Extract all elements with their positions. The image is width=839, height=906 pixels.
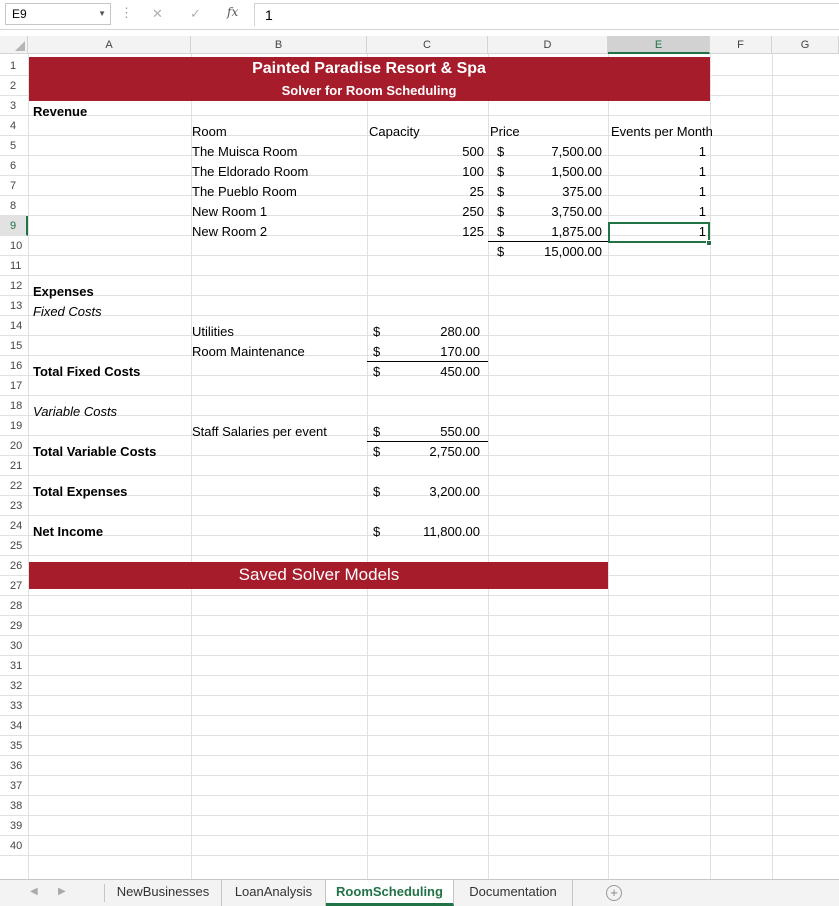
- row-header[interactable]: 21: [0, 456, 28, 476]
- gridline: [28, 475, 839, 476]
- dollar-sign: $: [497, 204, 505, 219]
- dollar-sign: $: [373, 344, 381, 359]
- gridline: [28, 715, 839, 716]
- row-header[interactable]: 11: [0, 256, 28, 276]
- row-header[interactable]: 15: [0, 336, 28, 356]
- row-header[interactable]: 37: [0, 776, 28, 796]
- col-header-f[interactable]: F: [710, 36, 772, 54]
- room-capacity: 100: [462, 164, 484, 179]
- room-capacity: 25: [469, 184, 484, 199]
- row-header[interactable]: 36: [0, 756, 28, 776]
- row-header[interactable]: 26: [0, 556, 28, 576]
- room-events: 1: [698, 184, 706, 199]
- maintenance-label: Room Maintenance: [192, 344, 305, 359]
- row-header[interactable]: 31: [0, 656, 28, 676]
- row-header[interactable]: 30: [0, 636, 28, 656]
- total-fixed-value: 450.00: [440, 364, 480, 379]
- gridline: [28, 675, 839, 676]
- col-header-d[interactable]: D: [488, 36, 608, 54]
- total-expenses-label: Total Expenses: [33, 484, 128, 499]
- total-expenses-value: 3,200.00: [429, 484, 480, 499]
- col-header-e[interactable]: E: [608, 36, 710, 54]
- row-header[interactable]: 17: [0, 376, 28, 396]
- name-box-value: E9: [12, 7, 27, 21]
- room-price: 7,500.00: [551, 144, 602, 159]
- revenue-total: 15,000.00: [544, 244, 602, 259]
- row-header[interactable]: 18: [0, 396, 28, 416]
- sheet-tab-bar: [0, 879, 839, 906]
- tab-loananalysis[interactable]: LoanAnalysis: [222, 880, 326, 906]
- row-header[interactable]: 9: [0, 216, 28, 236]
- row-header[interactable]: 10: [0, 236, 28, 256]
- row-header[interactable]: 5: [0, 136, 28, 156]
- gridline: [28, 395, 839, 396]
- row-header[interactable]: 25: [0, 536, 28, 556]
- gridline: [28, 615, 839, 616]
- total-variable-value: 2,750.00: [429, 444, 480, 459]
- room-capacity: 500: [462, 144, 484, 159]
- room-events: 1: [698, 164, 706, 179]
- dollar-sign: $: [497, 184, 505, 199]
- page-title: Painted Paradise Resort & Spa: [252, 60, 486, 77]
- room-price: 3,750.00: [551, 204, 602, 219]
- gridline: [28, 135, 839, 136]
- page-subtitle: Solver for Room Scheduling: [281, 83, 457, 98]
- room-capacity: 125: [462, 224, 484, 239]
- dollar-sign: $: [497, 144, 505, 159]
- col-header-g[interactable]: G: [772, 36, 839, 54]
- row-header[interactable]: 33: [0, 696, 28, 716]
- revenue-total-dollar: $: [497, 244, 505, 259]
- row-header[interactable]: 6: [0, 156, 28, 176]
- room-name: The Pueblo Room: [192, 184, 297, 199]
- select-all-corner[interactable]: [0, 36, 28, 54]
- gridline: [28, 655, 839, 656]
- gridline: [28, 275, 839, 276]
- saved-models-title: Saved Solver Models: [238, 565, 400, 584]
- dollar-sign: $: [373, 484, 381, 499]
- col-header-b[interactable]: B: [191, 36, 367, 54]
- row-header[interactable]: 3: [0, 96, 28, 116]
- row-header[interactable]: 38: [0, 796, 28, 816]
- gridline: [28, 795, 839, 796]
- events-header: Events per Month: [611, 124, 713, 139]
- row-header[interactable]: 29: [0, 616, 28, 636]
- gridline: [28, 555, 839, 556]
- staff-value: 550.00: [440, 424, 480, 439]
- enter-icon[interactable]: ✓: [190, 6, 201, 21]
- variable-costs-label: Variable Costs: [33, 404, 118, 419]
- dollar-sign: $: [373, 444, 381, 459]
- gridline: [28, 295, 839, 296]
- net-income-label: Net Income: [33, 524, 104, 539]
- gridline: [28, 815, 839, 816]
- tab-documentation[interactable]: Documentation: [454, 880, 573, 906]
- dollar-sign: $: [373, 324, 381, 339]
- dollar-sign: $: [373, 524, 381, 539]
- dollar-sign: $: [373, 424, 381, 439]
- more-options-icon[interactable]: ⋮: [120, 5, 132, 20]
- name-box[interactable]: [5, 3, 111, 25]
- expenses-label: Expenses: [33, 284, 94, 299]
- room-events: 1: [698, 144, 706, 159]
- room-name: New Room 1: [192, 204, 268, 219]
- row-header[interactable]: 40: [0, 836, 28, 856]
- row-header[interactable]: 20: [0, 436, 28, 456]
- dollar-sign: $: [497, 164, 505, 179]
- room-name: The Eldorado Room: [192, 164, 309, 179]
- utilities-value: 280.00: [440, 324, 480, 339]
- room-capacity: 250: [462, 204, 484, 219]
- gridline: [28, 315, 839, 316]
- row-header[interactable]: 4: [0, 116, 28, 136]
- room-price: 1,875.00: [551, 224, 602, 239]
- next-sheet-icon[interactable]: ▶: [58, 886, 66, 897]
- room-price: 1,500.00: [551, 164, 602, 179]
- net-income-value: 11,800.00: [423, 524, 480, 539]
- room-events: 1: [698, 224, 706, 239]
- row-header[interactable]: 32: [0, 676, 28, 696]
- gridline: [28, 735, 839, 736]
- row-header[interactable]: 34: [0, 716, 28, 736]
- utilities-label: Utilities: [192, 324, 234, 339]
- row-header[interactable]: 8: [0, 196, 28, 216]
- formula-input[interactable]: 1: [254, 3, 839, 26]
- fixed-costs-label: Fixed Costs: [33, 304, 102, 319]
- staff-label: Staff Salaries per event: [192, 424, 327, 439]
- tab-roomscheduling[interactable]: RoomScheduling: [326, 880, 454, 906]
- room-events: 1: [698, 204, 706, 219]
- dollar-sign: $: [373, 364, 381, 379]
- cancel-icon[interactable]: ✕: [152, 6, 163, 21]
- dollar-sign: $: [497, 224, 505, 239]
- row-header[interactable]: 22: [0, 476, 28, 496]
- active-cell-selection[interactable]: [608, 222, 710, 243]
- gridline: [28, 595, 839, 596]
- row-header[interactable]: 14: [0, 316, 28, 336]
- fill-handle[interactable]: [706, 240, 712, 246]
- row-header[interactable]: 24: [0, 516, 28, 536]
- row-header[interactable]: 27: [0, 576, 28, 596]
- row-header[interactable]: 39: [0, 816, 28, 836]
- formula-bar: [0, 0, 839, 30]
- maintenance-value: 170.00: [440, 344, 480, 359]
- insert-function-icon[interactable]: fx: [227, 5, 239, 19]
- room-name: The Muisca Room: [192, 144, 298, 159]
- row-header[interactable]: 13: [0, 296, 28, 316]
- gridline: [28, 415, 839, 416]
- row-header[interactable]: 12: [0, 276, 28, 296]
- total-variable-label: Total Variable Costs: [33, 444, 157, 459]
- gridline: [28, 695, 839, 696]
- gridline: [28, 755, 839, 756]
- gridline: [28, 835, 839, 836]
- gridline: [28, 515, 839, 516]
- price-header: Price: [490, 124, 520, 139]
- chevron-down-icon[interactable]: ▼: [98, 9, 106, 18]
- gridline: [28, 255, 839, 256]
- row-header[interactable]: 23: [0, 496, 28, 516]
- total-fixed-label: Total Fixed Costs: [33, 364, 141, 379]
- room-header: Room: [192, 124, 227, 139]
- tab-newbusinesses[interactable]: NewBusinesses: [105, 880, 222, 906]
- capacity-header: Capacity: [369, 124, 420, 139]
- col-header-c[interactable]: C: [367, 36, 488, 54]
- corner-triangle-icon: [15, 41, 25, 51]
- col-header-a[interactable]: A: [28, 36, 191, 54]
- row-header[interactable]: 2: [0, 76, 28, 96]
- revenue-label: Revenue: [33, 104, 88, 119]
- add-sheet-icon[interactable]: +: [606, 885, 622, 901]
- prev-sheet-icon[interactable]: ◀: [30, 886, 38, 897]
- row-header[interactable]: 19: [0, 416, 28, 436]
- room-name: New Room 2: [192, 224, 268, 239]
- row-header[interactable]: 28: [0, 596, 28, 616]
- row-header[interactable]: 7: [0, 176, 28, 196]
- row-header[interactable]: 1: [0, 56, 28, 76]
- row-header[interactable]: 16: [0, 356, 28, 376]
- gridline: [28, 635, 839, 636]
- gridline: [28, 775, 839, 776]
- room-price: 375.00: [562, 184, 602, 199]
- gridline: [28, 115, 839, 116]
- row-header[interactable]: 35: [0, 736, 28, 756]
- gridline: [28, 855, 839, 856]
